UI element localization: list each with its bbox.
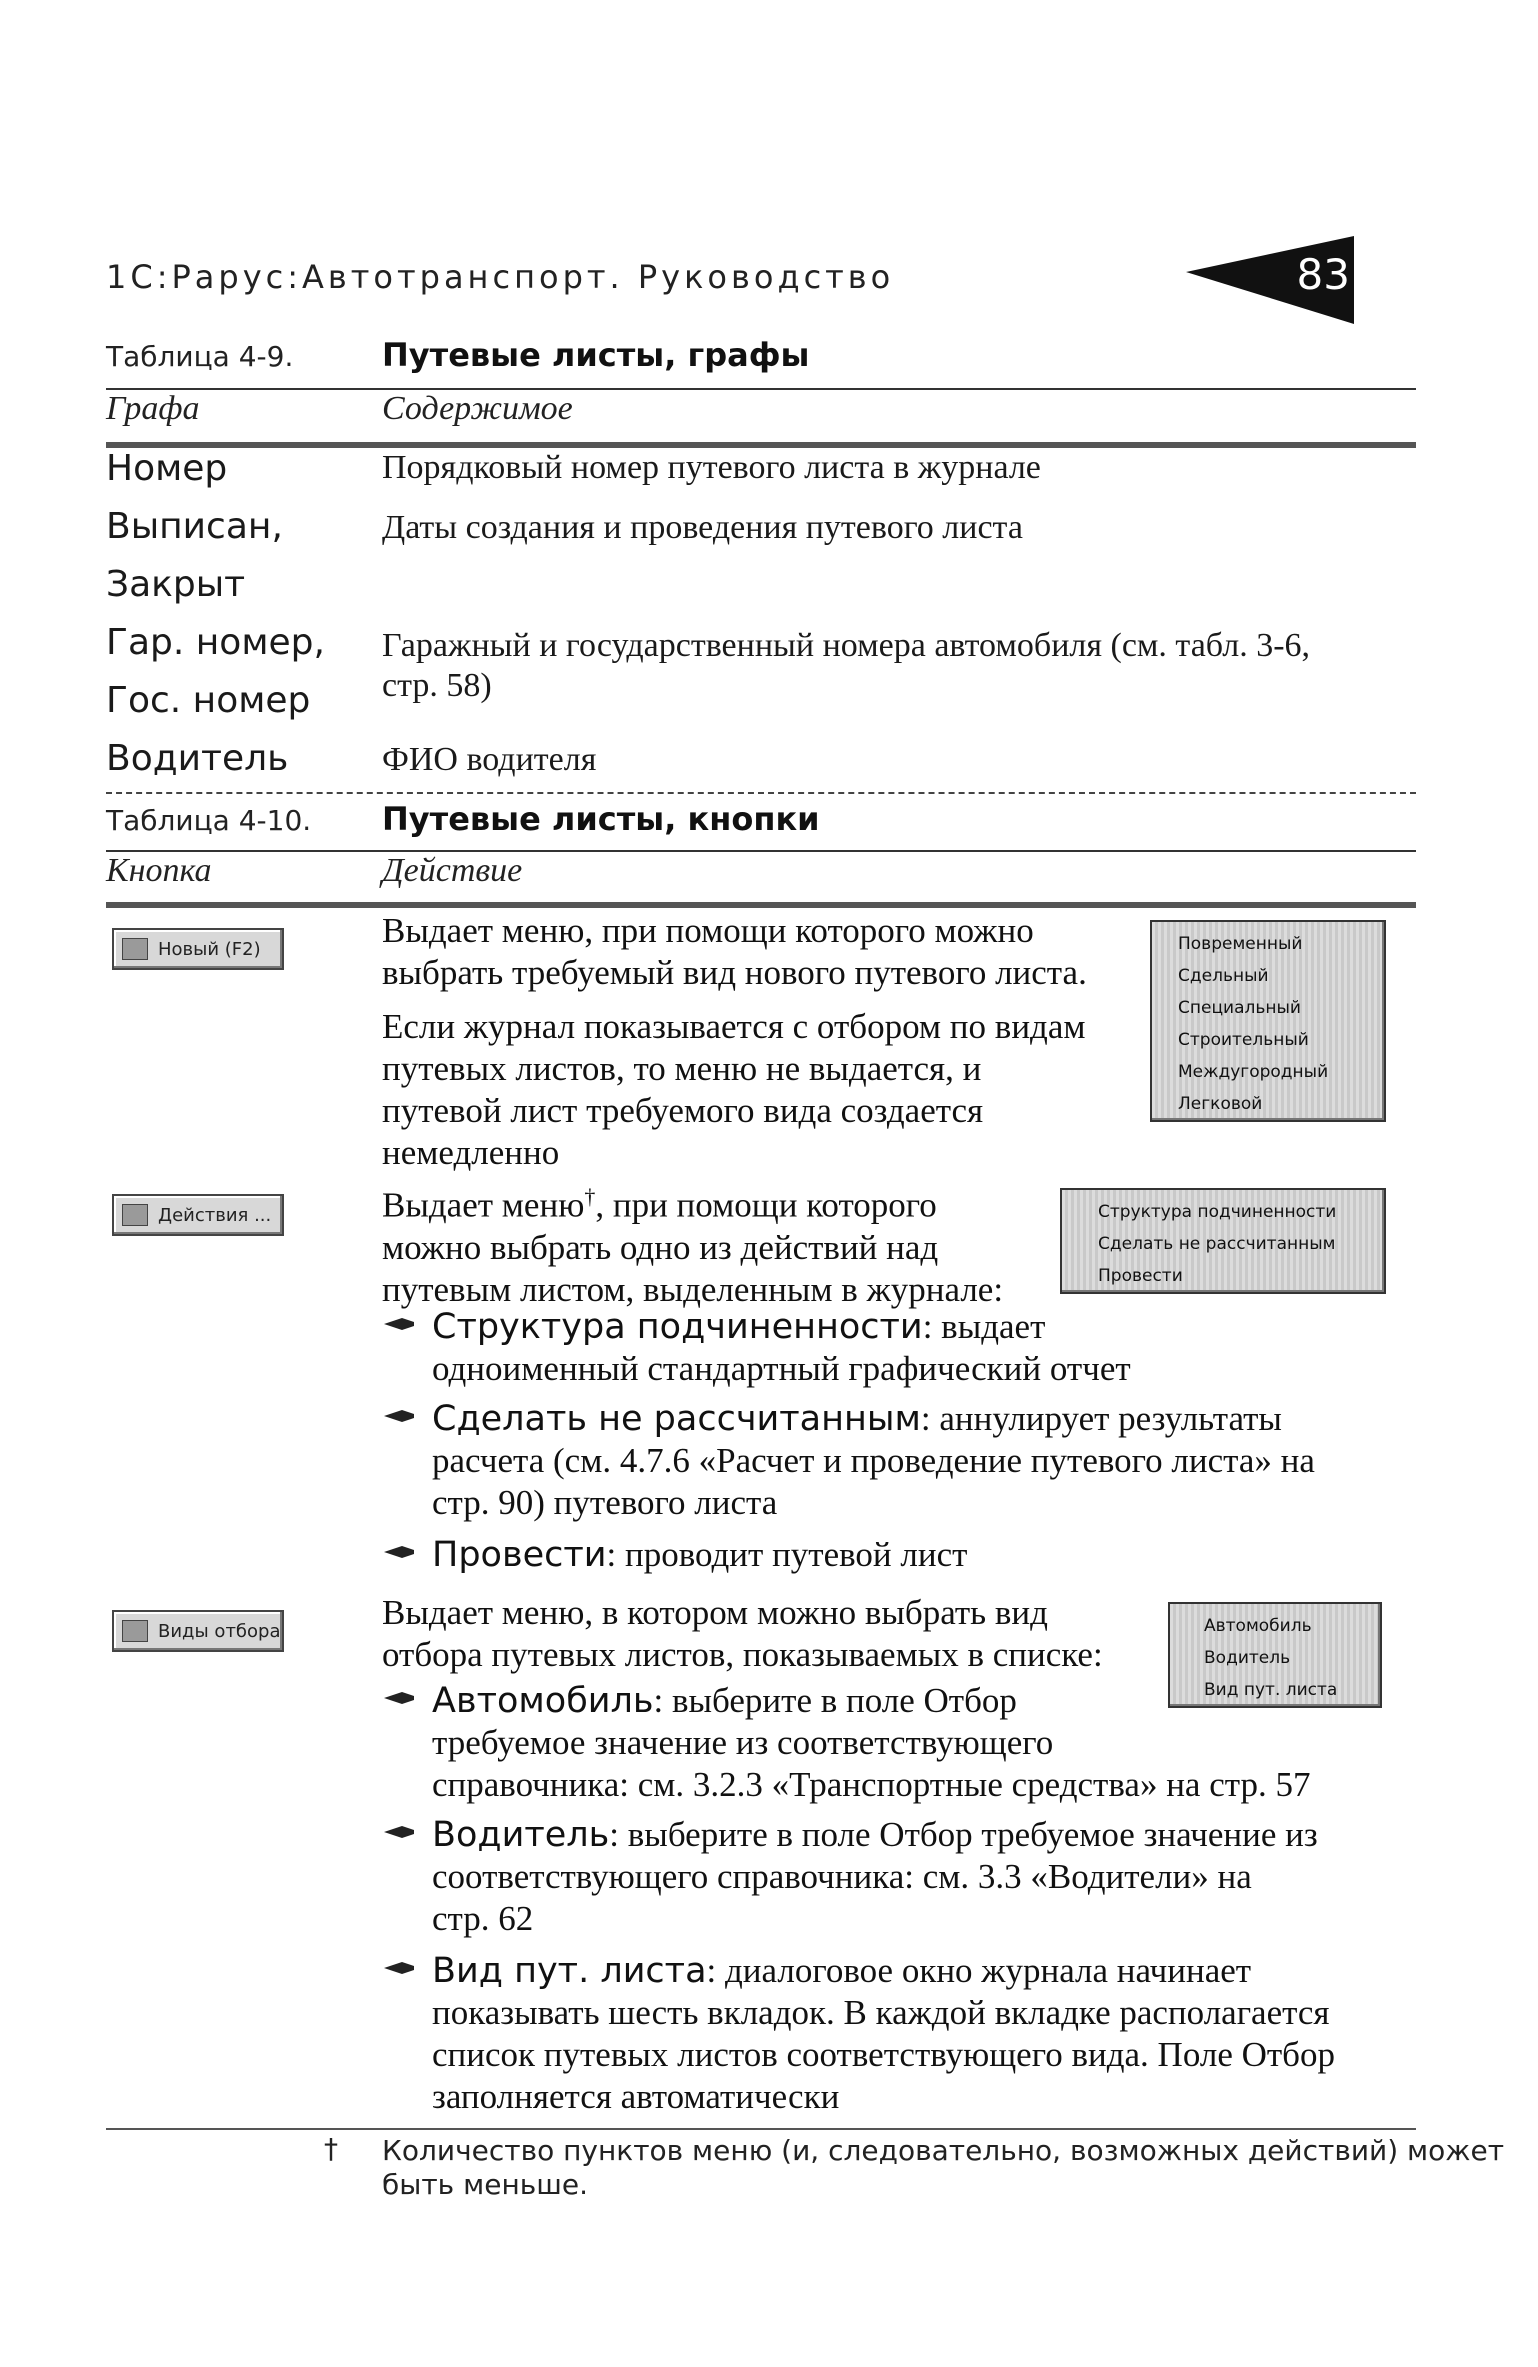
views-bullet-2: [432, 1814, 1318, 1940]
filter-icon: [122, 1620, 148, 1642]
new-desc2-line: Если журнал показывается с отбором по видам: [382, 1007, 1086, 1046]
footnote-rule: [106, 2128, 1416, 2130]
new-menu: [1150, 920, 1386, 1122]
table1-row2-left2: Закрыт: [106, 564, 246, 605]
footnote-ref: †: [584, 1184, 596, 1209]
footnote-mark: †: [324, 2132, 338, 2165]
table1-col1-head: Графа: [106, 390, 200, 427]
bullet-rest: : аннулирует результаты: [920, 1399, 1282, 1438]
table1-row1-left: Номер: [106, 448, 228, 489]
table1-row2-right: Даты создания и проведения путевого листа: [382, 509, 1023, 546]
menu-item[interactable]: Водитель: [1204, 1648, 1291, 1668]
page-number-badge: [1186, 236, 1354, 324]
bullet-line: [432, 1534, 967, 1576]
table1-bottom-rule: [106, 792, 1416, 794]
actions-desc: [382, 1176, 1003, 1311]
table2-title: Путевые листы, кнопки: [382, 800, 820, 838]
pointing-hand-icon: [382, 1540, 416, 1564]
footnote-text: [382, 2134, 1504, 2202]
new-desc-line: Выдает меню, при помощи которого можно: [382, 911, 1034, 950]
bullet-line: список путевых листов соответствующего вида. Поле Отбор: [432, 2035, 1335, 2074]
table1-label: Таблица 4-9.: [106, 340, 294, 373]
actions-bullet-3: [432, 1534, 967, 1576]
bullet-keyword: Вид пут. листа: [432, 1951, 707, 1991]
bullet-line: заполняется автоматически: [432, 2077, 840, 2116]
table2-label: Таблица 4-10.: [106, 804, 312, 837]
menu-item[interactable]: Вид пут. листа: [1204, 1680, 1338, 1700]
footnote-line: быть меньше.: [382, 2168, 588, 2201]
menu-item[interactable]: Повременный: [1178, 934, 1303, 954]
views-button-label: Виды отбора: [158, 1620, 281, 1642]
table1-row3-left: Гар. номер,: [106, 622, 325, 663]
pointing-hand-icon: [382, 1686, 416, 1710]
views-button[interactable]: [112, 1610, 284, 1652]
menu-item[interactable]: Сделать не рассчитанным: [1098, 1234, 1336, 1254]
menu-item[interactable]: Провести: [1098, 1266, 1183, 1286]
new-desc2: [382, 1006, 1086, 1174]
bullet-keyword: Структура подчиненности: [432, 1307, 923, 1347]
bullet-line: [432, 1814, 1318, 1856]
new-desc2-line: путевой лист требуемого вида создается: [382, 1091, 984, 1130]
views-bullet-3: [432, 1950, 1335, 2118]
menu-item[interactable]: Легковой: [1178, 1094, 1263, 1114]
actions-menu: [1060, 1188, 1386, 1294]
table2-col2-head: Действие: [382, 852, 523, 889]
table1-row3-left2: Гос. номер: [106, 680, 311, 721]
new-button[interactable]: [112, 928, 284, 970]
bullet-line: требуемое значение из соответствующего: [432, 1723, 1054, 1762]
footnote-line: Количество пунктов меню (и, следовательно, возможных действий) может: [382, 2134, 1505, 2167]
bullet-keyword: Провести: [432, 1535, 607, 1575]
menu-item[interactable]: Специальный: [1178, 998, 1301, 1018]
table1-row2-left: Выписан,: [106, 506, 283, 547]
table1-title: Путевые листы, графы: [382, 336, 810, 374]
bullet-line: [432, 1398, 1315, 1440]
table1-row4-left: Водитель: [106, 738, 289, 779]
actions-desc-a: Выдает меню: [382, 1185, 585, 1225]
new-desc2-line: немедленно: [382, 1133, 560, 1172]
pointing-hand-icon: [382, 1820, 416, 1844]
menu-item[interactable]: Сдельный: [1178, 966, 1269, 986]
actions-bullet-1: [432, 1306, 1131, 1390]
pointing-hand-icon: [382, 1312, 416, 1336]
table1-top-rule: [106, 388, 1416, 390]
new-doc-icon: [122, 938, 148, 960]
new-desc: [382, 910, 1087, 994]
actions-desc-b: , при помощи которого: [595, 1185, 937, 1225]
new-desc-line: выбрать требуемый вид нового путевого листа.: [382, 953, 1087, 992]
table2-head-rule: [106, 902, 1416, 908]
views-desc: [382, 1592, 1103, 1676]
bullet-rest: : выберите в поле Отбор: [653, 1681, 1017, 1720]
actions-bullet-2: [432, 1398, 1315, 1524]
page-number: 83: [1296, 250, 1350, 299]
bullet-keyword: Водитель: [432, 1815, 610, 1855]
new-button-label: Новый (F2): [158, 938, 261, 960]
menu-item[interactable]: Структура подчиненности: [1098, 1202, 1337, 1222]
table1-row4-right: ФИО водителя: [382, 741, 597, 778]
actions-desc-line: можно выбрать одно из действий над: [382, 1227, 939, 1267]
bullet-line: [432, 1306, 1131, 1348]
bullet-line: одноименный стандартный графический отчет: [432, 1349, 1131, 1388]
table1-col2-head: Содержимое: [382, 390, 573, 427]
table1-row3-right2: стр. 58): [382, 667, 492, 704]
table2-col1-head: Кнопка: [106, 852, 212, 889]
table1-row1-right: Порядковый номер путевого листа в журнале: [382, 449, 1041, 486]
actions-icon: [122, 1204, 148, 1226]
actions-button[interactable]: [112, 1194, 284, 1236]
actions-button-label: Действия ...: [158, 1204, 272, 1226]
pointing-hand-icon: [382, 1404, 416, 1428]
menu-item[interactable]: Строительный: [1178, 1030, 1309, 1050]
bullet-line: справочника: см. 3.2.3 «Транспортные средства» на стр. 57: [432, 1765, 1311, 1804]
new-desc2-line: путевых листов, то меню не выдается, и: [382, 1049, 982, 1088]
menu-item[interactable]: Автомобиль: [1204, 1616, 1312, 1636]
views-desc-line: отбора путевых листов, показываемых в списке:: [382, 1635, 1103, 1674]
actions-desc-line: [382, 1176, 1003, 1227]
bullet-keyword: Сделать не рассчитанным: [432, 1399, 921, 1439]
menu-item[interactable]: Междугородный: [1178, 1062, 1329, 1082]
bullet-line: соответствующего справочника: см. 3.3 «Водители» на: [432, 1857, 1252, 1896]
table1-row3-right: Гаражный и государственный номера автомобиля (см. табл. 3-6,: [382, 627, 1311, 664]
bullet-line: [432, 1950, 1335, 1992]
bullet-line: стр. 62: [432, 1899, 534, 1938]
actions-desc-line: путевым листом, выделенным в журнале:: [382, 1269, 1004, 1309]
bullet-rest: : диалоговое окно журнала начинает: [706, 1951, 1252, 1990]
bullet-line: стр. 90) путевого листа: [432, 1483, 778, 1522]
bullet-rest: : выберите в поле Отбор требуемое значение из: [609, 1815, 1318, 1854]
views-desc-line: Выдает меню, в котором можно выбрать вид: [382, 1593, 1048, 1632]
bullet-rest: : проводит путевой лист: [606, 1535, 968, 1574]
views-bullet-1: [432, 1680, 1310, 1806]
table2-top-rule: [106, 850, 1416, 852]
bullet-keyword: Автомобиль: [432, 1681, 654, 1721]
running-header: 1С:Рарус:Автотранспорт. Руководство: [106, 258, 895, 296]
bullet-line: [432, 1680, 1310, 1722]
bullet-rest: : выдает: [922, 1307, 1046, 1346]
pointing-hand-icon: [382, 1956, 416, 1980]
bullet-line: показывать шесть вкладок. В каждой вкладке располагается: [432, 1993, 1330, 2032]
bullet-line: расчета (см. 4.7.6 «Расчет и проведение путевого листа» на: [432, 1441, 1315, 1480]
